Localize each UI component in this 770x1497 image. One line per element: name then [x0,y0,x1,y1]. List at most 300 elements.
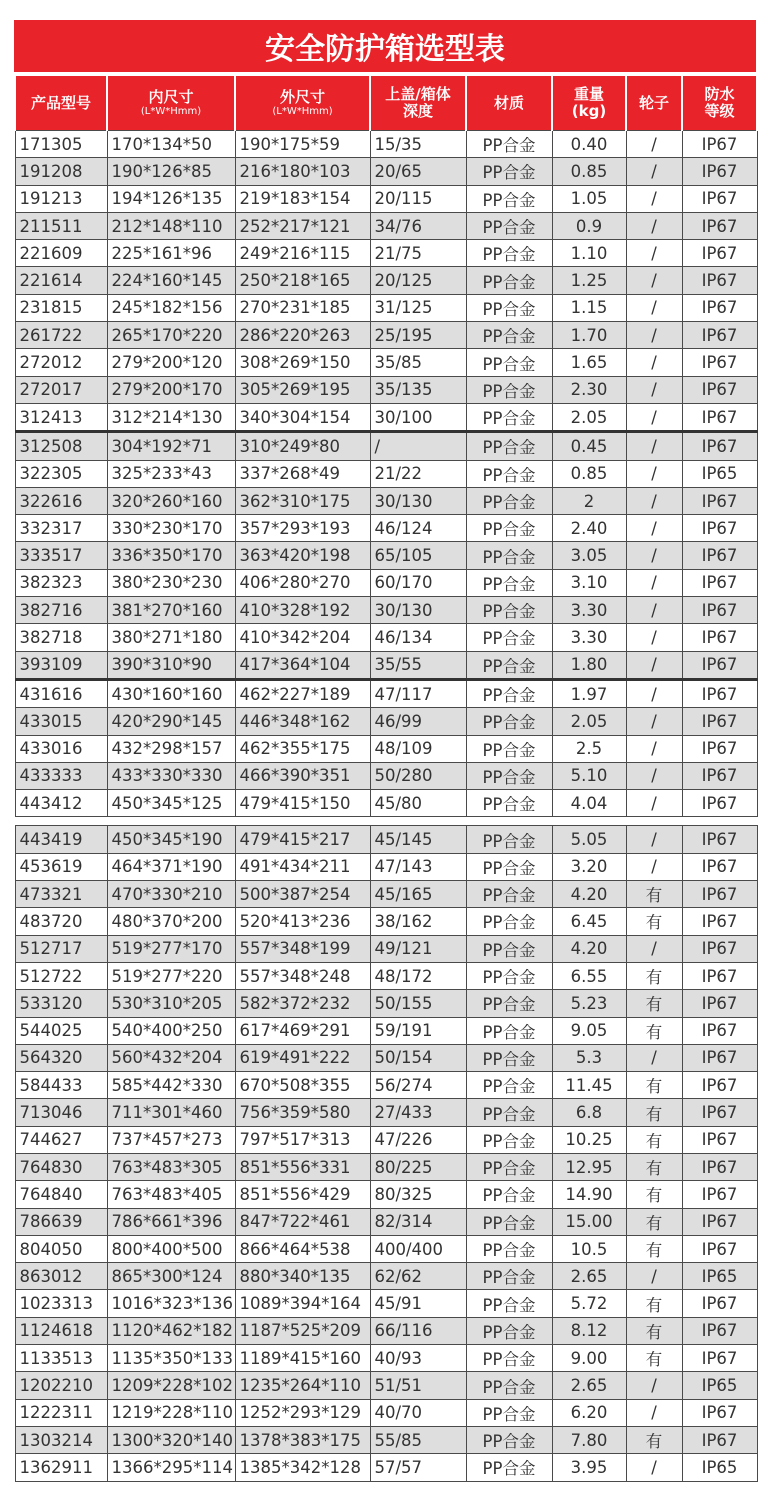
header-inner-unit: (L*W*Hmm) [140,105,202,117]
cell-weight: 0.85 [552,460,626,487]
cell-waterproof: IP67 [682,403,757,431]
cell-wheels: 有 [626,1426,682,1453]
cell-model: 382718 [15,624,107,651]
cell-model: 1133513 [15,1345,107,1372]
cell-waterproof: IP67 [682,1017,757,1044]
cell-model: 443412 [15,790,107,817]
header-waterproof-line1: 防水 [704,85,735,103]
cell-outer-size: 1089*394*164 [235,1290,370,1317]
cell-depth: 55/85 [370,1426,466,1453]
cell-depth: 65/105 [370,542,466,569]
cell-inner-size: 763*483*405 [107,1181,235,1208]
cell-material: PP合金 [466,460,552,487]
cell-weight: 3.05 [552,542,626,569]
cell-material: PP合金 [466,881,552,908]
table-row [15,853,757,880]
cell-weight: 14.90 [552,1181,626,1208]
cell-model: 1222311 [15,1399,107,1426]
cell-waterproof: IP67 [682,185,757,212]
cell-wheels: 有 [626,1345,682,1372]
cell-material: PP合金 [466,735,552,762]
cell-depth: 20/125 [370,267,466,294]
cell-depth: 35/55 [370,651,466,679]
table-row [15,1044,757,1071]
cell-material: PP合金 [466,908,552,935]
cell-depth: 30/130 [370,487,466,514]
cell-waterproof: IP67 [682,990,757,1017]
cell-outer-size: 491*434*211 [235,853,370,880]
cell-model: 804050 [15,1235,107,1262]
cell-wheels: / [626,267,682,294]
cell-waterproof: IP65 [682,1263,757,1290]
header-depth-line1: 上盖/箱体 [385,85,451,103]
cell-material: PP合金 [466,515,552,542]
table-row [15,762,757,789]
cell-outer-size: 406*280*270 [235,569,370,596]
cell-model: 786639 [15,1208,107,1235]
cell-weight: 5.23 [552,990,626,1017]
cell-inner-size: 390*310*90 [107,651,235,679]
cell-model: 261722 [15,322,107,349]
cell-model: 1362911 [15,1454,107,1481]
cell-depth: 34/76 [370,212,466,239]
cell-material: PP合金 [466,651,552,679]
cell-waterproof: IP67 [682,826,757,853]
table-row [15,349,757,376]
cell-weight: 5.10 [552,762,626,789]
cell-weight: 9.00 [552,1345,626,1372]
cell-model: 312508 [15,432,107,460]
cell-wheels: / [626,1263,682,1290]
cell-weight: 6.45 [552,908,626,935]
table-row [15,158,757,185]
table-row [15,294,757,321]
cell-outer-size: 619*491*222 [235,1044,370,1071]
cell-material: PP合金 [466,990,552,1017]
cell-material: PP合金 [466,1372,552,1399]
table-row [15,1072,757,1099]
cell-weight: 10.5 [552,1235,626,1262]
cell-outer-size: 1189*415*160 [235,1345,370,1372]
cell-inner-size: 470*330*210 [107,881,235,908]
cell-wheels: 有 [626,1235,682,1262]
cell-wheels: / [626,185,682,212]
cell-inner-size: 763*483*305 [107,1153,235,1180]
header-outer-size [235,76,370,131]
cell-inner-size: 519*277*170 [107,935,235,962]
cell-waterproof: IP67 [682,212,757,239]
cell-material: PP合金 [466,1099,552,1126]
cell-material: PP合金 [466,267,552,294]
table-row [15,1290,757,1317]
cell-outer-size: 305*269*195 [235,376,370,403]
cell-waterproof: IP67 [682,487,757,514]
cell-wheels: / [626,515,682,542]
table-row [15,185,757,212]
cell-material: PP合金 [466,240,552,267]
cell-model: 231815 [15,294,107,321]
cell-waterproof: IP67 [682,881,757,908]
cell-inner-size: 1300*320*140 [107,1426,235,1453]
cell-inner-size: 480*370*200 [107,908,235,935]
cell-outer-size: 216*180*103 [235,158,370,185]
cell-waterproof: IP67 [682,349,757,376]
cell-weight: 3.95 [552,1454,626,1481]
cell-inner-size: 320*260*160 [107,487,235,514]
cell-weight: 7.80 [552,1426,626,1453]
table-row [15,1153,757,1180]
cell-outer-size: 446*348*162 [235,708,370,735]
cell-outer-size: 219*183*154 [235,185,370,212]
cell-inner-size: 279*200*170 [107,376,235,403]
cell-waterproof: IP67 [682,1317,757,1344]
cell-outer-size: 557*348*199 [235,935,370,962]
cell-depth: 56/274 [370,1072,466,1099]
cell-waterproof: IP67 [682,708,757,735]
table-row [15,432,757,460]
header-depth-line2: 深度 [402,102,433,120]
table-row [15,542,757,569]
cell-depth: 45/145 [370,826,466,853]
cell-material: PP合金 [466,1126,552,1153]
cell-depth: 21/22 [370,460,466,487]
cell-wheels: / [626,1044,682,1071]
cell-outer-size: 797*517*313 [235,1126,370,1153]
cell-material: PP合金 [466,1235,552,1262]
cell-inner-size: 865*300*124 [107,1263,235,1290]
cell-weight: 2.30 [552,376,626,403]
cell-model: 322616 [15,487,107,514]
cell-weight: 5.3 [552,1044,626,1071]
cell-wheels: / [626,597,682,624]
cell-outer-size: 362*310*175 [235,487,370,514]
cell-wheels: / [626,624,682,651]
table-row [15,376,757,403]
cell-inner-size: 170*134*50 [107,131,235,158]
cell-waterproof: IP67 [682,1399,757,1426]
cell-material: PP合金 [466,322,552,349]
cell-material: PP合金 [466,624,552,651]
cell-outer-size: 462*227*189 [235,679,370,707]
cell-waterproof: IP67 [682,790,757,817]
cell-outer-size: 462*355*175 [235,735,370,762]
cell-model: 564320 [15,1044,107,1071]
cell-wheels: / [626,432,682,460]
cell-waterproof: IP67 [682,1099,757,1126]
header-weight-line1: 重量 [573,85,604,103]
cell-weight: 5.72 [552,1290,626,1317]
cell-model: 1023313 [15,1290,107,1317]
cell-depth: 80/325 [370,1181,466,1208]
table-row [15,908,757,935]
cell-wheels: / [626,762,682,789]
cell-inner-size: 420*290*145 [107,708,235,735]
cell-wheels: 有 [626,1099,682,1126]
cell-depth: 46/134 [370,624,466,651]
cell-material: PP合金 [466,1044,552,1071]
table-row [15,1208,757,1235]
cell-waterproof: IP67 [682,432,757,460]
cell-outer-size: 851*556*331 [235,1153,370,1180]
cell-material: PP合金 [466,762,552,789]
cell-inner-size: 711*301*460 [107,1099,235,1126]
cell-outer-size: 520*413*236 [235,908,370,935]
spec-table [14,76,758,1482]
cell-wheels: / [626,349,682,376]
cell-inner-size: 1135*350*133 [107,1345,235,1372]
cell-model: 191208 [15,158,107,185]
cell-depth: 25/195 [370,322,466,349]
cell-model: 333517 [15,542,107,569]
cell-waterproof: IP67 [682,1426,757,1453]
cell-waterproof: IP67 [682,679,757,707]
cell-weight: 0.85 [552,158,626,185]
cell-outer-size: 557*348*248 [235,962,370,989]
cell-depth: 51/51 [370,1372,466,1399]
cell-waterproof: IP67 [682,853,757,880]
cell-weight: 3.20 [552,853,626,880]
cell-material: PP合金 [466,294,552,321]
cell-wheels: 有 [626,990,682,1017]
cell-inner-size: 432*298*157 [107,735,235,762]
cell-depth: 30/130 [370,597,466,624]
table-row [15,460,757,487]
table-row [15,267,757,294]
cell-model: 863012 [15,1263,107,1290]
cell-model: 512722 [15,962,107,989]
cell-waterproof: IP65 [682,1372,757,1399]
cell-weight: 2 [552,487,626,514]
table-row [15,1317,757,1344]
cell-depth: 59/191 [370,1017,466,1044]
cell-wheels: / [626,322,682,349]
cell-weight: 8.12 [552,1317,626,1344]
cell-outer-size: 1385*342*128 [235,1454,370,1481]
cell-material: PP合金 [466,790,552,817]
cell-waterproof: IP65 [682,1454,757,1481]
table-header [15,76,757,131]
table-row [15,1345,757,1372]
cell-waterproof: IP67 [682,294,757,321]
cell-waterproof: IP67 [682,322,757,349]
table-section-gap [15,817,757,826]
cell-weight: 1.97 [552,679,626,707]
cell-model: 473321 [15,881,107,908]
cell-depth: 31/125 [370,294,466,321]
cell-wheels: / [626,1372,682,1399]
cell-waterproof: IP67 [682,1044,757,1071]
cell-model: 191213 [15,185,107,212]
cell-depth: 30/100 [370,403,466,431]
cell-material: PP合金 [466,432,552,460]
cell-depth: 400/400 [370,1235,466,1262]
cell-model: 433015 [15,708,107,735]
cell-inner-size: 800*400*500 [107,1235,235,1262]
cell-model: 221609 [15,240,107,267]
cell-inner-size: 265*170*220 [107,322,235,349]
cell-inner-size: 325*233*43 [107,460,235,487]
table-row [15,515,757,542]
cell-material: PP合金 [466,487,552,514]
cell-model: 312413 [15,403,107,431]
cell-wheels: 有 [626,1126,682,1153]
header-waterproof-line2: 等级 [704,102,735,120]
cell-weight: 1.65 [552,349,626,376]
header-material [466,76,552,131]
cell-model: 332317 [15,515,107,542]
table-row [15,212,757,239]
table-row [15,624,757,651]
cell-model: 211511 [15,212,107,239]
cell-wheels: / [626,158,682,185]
cell-depth: 50/155 [370,990,466,1017]
cell-wheels: / [626,542,682,569]
cell-material: PP合金 [466,826,552,853]
cell-inner-size: 1366*295*114 [107,1454,235,1481]
cell-wheels: / [626,790,682,817]
cell-depth: 40/70 [370,1399,466,1426]
cell-model: 512717 [15,935,107,962]
cell-outer-size: 582*372*232 [235,990,370,1017]
cell-outer-size: 866*464*538 [235,1235,370,1262]
cell-inner-size: 585*442*330 [107,1072,235,1099]
table-row [15,881,757,908]
cell-outer-size: 270*231*185 [235,294,370,321]
cell-material: PP合金 [466,679,552,707]
cell-outer-size: 337*268*49 [235,460,370,487]
table-row [15,651,757,679]
cell-inner-size: 190*126*85 [107,158,235,185]
cell-outer-size: 310*249*80 [235,432,370,460]
cell-outer-size: 1235*264*110 [235,1372,370,1399]
cell-model: 393109 [15,651,107,679]
table-row [15,1263,757,1290]
header-model [15,76,107,131]
cell-material: PP合金 [466,1290,552,1317]
table-row [15,1372,757,1399]
table-row [15,735,757,762]
cell-wheels: / [626,240,682,267]
cell-waterproof: IP67 [682,624,757,651]
cell-depth: 50/154 [370,1044,466,1071]
cell-inner-size: 519*277*220 [107,962,235,989]
cell-outer-size: 1252*293*129 [235,1399,370,1426]
cell-wheels: / [626,1399,682,1426]
cell-waterproof: IP67 [682,735,757,762]
cell-weight: 6.8 [552,1099,626,1126]
cell-inner-size: 430*160*160 [107,679,235,707]
cell-inner-size: 336*350*170 [107,542,235,569]
header-outer-label: 外尺寸 [279,87,325,106]
cell-depth: 47/117 [370,679,466,707]
cell-weight: 6.20 [552,1399,626,1426]
cell-weight: 5.05 [552,826,626,853]
cell-model: 221614 [15,267,107,294]
cell-waterproof: IP67 [682,1181,757,1208]
cell-inner-size: 312*214*130 [107,403,235,431]
cell-outer-size: 410*342*204 [235,624,370,651]
cell-inner-size: 330*230*170 [107,515,235,542]
cell-weight: 2.65 [552,1263,626,1290]
cell-model: 171305 [15,131,107,158]
cell-inner-size: 464*371*190 [107,853,235,880]
page-title: 安全防护箱选型表 [14,20,756,72]
cell-wheels: 有 [626,908,682,935]
cell-model: 764840 [15,1181,107,1208]
cell-depth: 48/172 [370,962,466,989]
cell-waterproof: IP67 [682,240,757,267]
cell-waterproof: IP67 [682,1153,757,1180]
cell-outer-size: 286*220*263 [235,322,370,349]
cell-outer-size: 756*359*580 [235,1099,370,1126]
cell-model: 584433 [15,1072,107,1099]
cell-waterproof: IP67 [682,762,757,789]
cell-wheels: / [626,131,682,158]
cell-material: PP合金 [466,1399,552,1426]
cell-outer-size: 410*328*192 [235,597,370,624]
cell-inner-size: 433*330*330 [107,762,235,789]
cell-wheels: / [626,679,682,707]
cell-depth: 47/143 [370,853,466,880]
cell-inner-size: 1209*228*102 [107,1372,235,1399]
cell-wheels: / [626,460,682,487]
selection-sheet [14,20,756,1482]
table-row [15,962,757,989]
cell-weight: 0.40 [552,131,626,158]
cell-inner-size: 560*432*204 [107,1044,235,1071]
cell-wheels: 有 [626,1017,682,1044]
cell-outer-size: 466*390*351 [235,762,370,789]
cell-wheels: / [626,569,682,596]
cell-wheels: / [626,853,682,880]
cell-outer-size: 880*340*135 [235,1263,370,1290]
table-row [15,990,757,1017]
cell-model: 483720 [15,908,107,935]
header-weight [552,76,626,131]
cell-material: PP合金 [466,569,552,596]
cell-model: 272017 [15,376,107,403]
cell-inner-size: 381*270*160 [107,597,235,624]
cell-depth: 35/85 [370,349,466,376]
cell-model: 443419 [15,826,107,853]
cell-model: 1124618 [15,1317,107,1344]
cell-weight: 2.05 [552,403,626,431]
cell-depth: 80/225 [370,1153,466,1180]
cell-depth: 60/170 [370,569,466,596]
cell-inner-size: 194*126*135 [107,185,235,212]
table-row [15,569,757,596]
cell-waterproof: IP67 [682,158,757,185]
table-row [15,240,757,267]
cell-material: PP合金 [466,349,552,376]
cell-depth: 45/91 [370,1290,466,1317]
cell-material: PP合金 [466,212,552,239]
cell-material: PP合金 [466,185,552,212]
cell-waterproof: IP67 [682,131,757,158]
cell-waterproof: IP67 [682,962,757,989]
cell-inner-size: 450*345*190 [107,826,235,853]
cell-material: PP合金 [466,1181,552,1208]
cell-waterproof: IP67 [682,1072,757,1099]
cell-inner-size: 540*400*250 [107,1017,235,1044]
cell-inner-size: 786*661*396 [107,1208,235,1235]
cell-wheels: / [626,376,682,403]
cell-wheels: 有 [626,1317,682,1344]
cell-outer-size: 851*556*429 [235,1181,370,1208]
cell-outer-size: 479*415*150 [235,790,370,817]
header-wheels [626,76,682,131]
cell-inner-size: 224*160*145 [107,267,235,294]
